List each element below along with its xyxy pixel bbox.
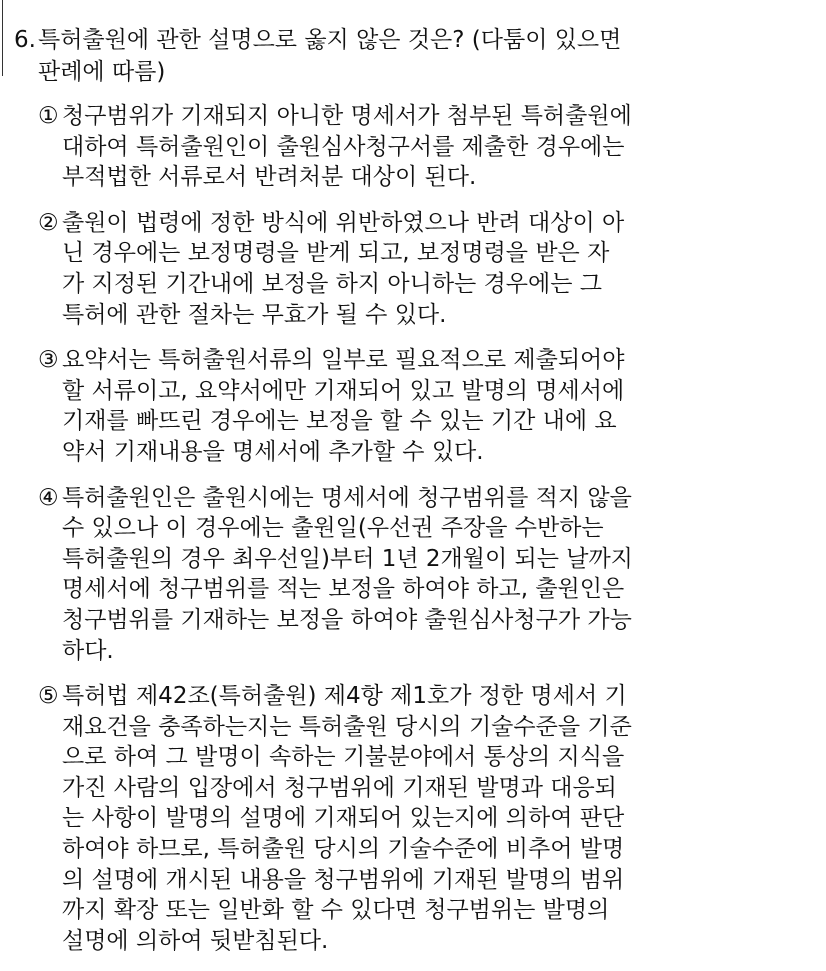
option-4[interactable] xyxy=(38,483,818,667)
option-line: 특허에 관한 절차는 무효가 될 수 있다. xyxy=(62,301,447,328)
question xyxy=(14,24,621,88)
option-text xyxy=(62,345,818,467)
option-line: 재요건을 충족하는지는 특허출원 당시의 기술수준을 기준 xyxy=(62,713,632,740)
option-line: 하다. xyxy=(62,637,114,664)
option-line: 닌 경우에는 보정명령을 받게 되고, 보정명령을 받은 자 xyxy=(62,240,610,267)
option-marker: ④ xyxy=(38,484,59,511)
option-line: 요약서는 특허출원서류의 일부로 필요적으로 제출되어야 xyxy=(62,347,625,374)
option-text xyxy=(62,483,818,667)
question-number: 6. xyxy=(14,27,36,53)
option-3[interactable] xyxy=(38,345,818,467)
question-line: 판례에 따름) xyxy=(38,59,166,85)
option-line: 대하여 특허출원인이 출원심사청구서를 제출한 경우에는 xyxy=(62,133,625,160)
question-text xyxy=(38,24,621,88)
option-line: 가진 사람의 입장에서 청구범위에 기재된 발명과 대응되 xyxy=(62,774,617,801)
option-line: 특허출원인은 출원시에는 명세서에 청구범위를 적지 않을 xyxy=(62,484,632,511)
option-line: 으로 하여 그 발명이 속하는 기불분야에서 통상의 지식을 xyxy=(62,744,625,771)
option-marker: ⑤ xyxy=(38,683,59,710)
option-line: 설명에 의하여 뒷받침된다. xyxy=(62,927,329,954)
option-line: 까지 확장 또는 일반화 할 수 있다면 청구범위는 발명의 xyxy=(62,897,610,924)
option-text xyxy=(62,681,818,956)
option-line: 기재를 빠뜨린 경우에는 보정을 할 수 있는 기간 내에 요 xyxy=(62,408,617,435)
option-line: 약서 기재내용을 명세서에 추가할 수 있다. xyxy=(62,438,484,465)
option-marker: ① xyxy=(38,103,59,129)
option-line: 청구범위를 기재하는 보정을 하여야 출원심사청구가 가능 xyxy=(62,606,632,633)
option-line: 특허법 제42조(특허출원) 제4항 제1호가 정한 명세서 기 xyxy=(62,683,627,710)
option-marker: ③ xyxy=(38,347,59,374)
option-line: 부적법한 서류로서 반려처분 대상이 된다. xyxy=(62,164,477,191)
option-line: 수 있으나 이 경우에는 출원일(우선권 주장을 수반하는 xyxy=(62,515,604,542)
option-2[interactable] xyxy=(38,208,818,330)
option-line: 의 설명에 개시된 내용을 청구범위에 기재된 발명의 범위 xyxy=(62,866,625,893)
option-line: 가 지정된 기간내에 보정을 하지 아니하는 경우에는 그 xyxy=(62,270,602,297)
option-line: 는 사항이 발명의 설명에 기재되어 있는지에 의하여 판단 xyxy=(62,805,625,832)
option-5[interactable] xyxy=(38,681,818,956)
option-line: 출원이 법령에 정한 방식에 위반하였으나 반려 대상이 아 xyxy=(62,209,625,236)
answer-options xyxy=(38,101,818,971)
option-line: 특허출원의 경우 최우선일)부터 1년 2개월이 되는 날까지 xyxy=(62,545,633,572)
option-text xyxy=(62,101,818,193)
option-line: 할 서류이고, 요약서에만 기재되어 있고 발명의 명세서에 xyxy=(62,377,625,404)
option-marker: ② xyxy=(38,209,59,236)
option-line: 청구범위가 기재되지 아니한 명세서가 첨부된 특허출원에 xyxy=(62,103,632,129)
question-line: 특허출원에 관한 설명으로 옳지 않은 것은? (다툼이 있으면 xyxy=(38,27,622,53)
option-text xyxy=(62,208,818,330)
option-1[interactable] xyxy=(38,101,818,193)
margin-rule xyxy=(2,0,3,76)
option-line: 하여야 하므로, 특허출원 당시의 기술수준에 비추어 발명 xyxy=(62,836,625,863)
option-line: 명세서에 청구범위를 적는 보정을 하여야 하고, 출원인은 xyxy=(62,576,625,603)
